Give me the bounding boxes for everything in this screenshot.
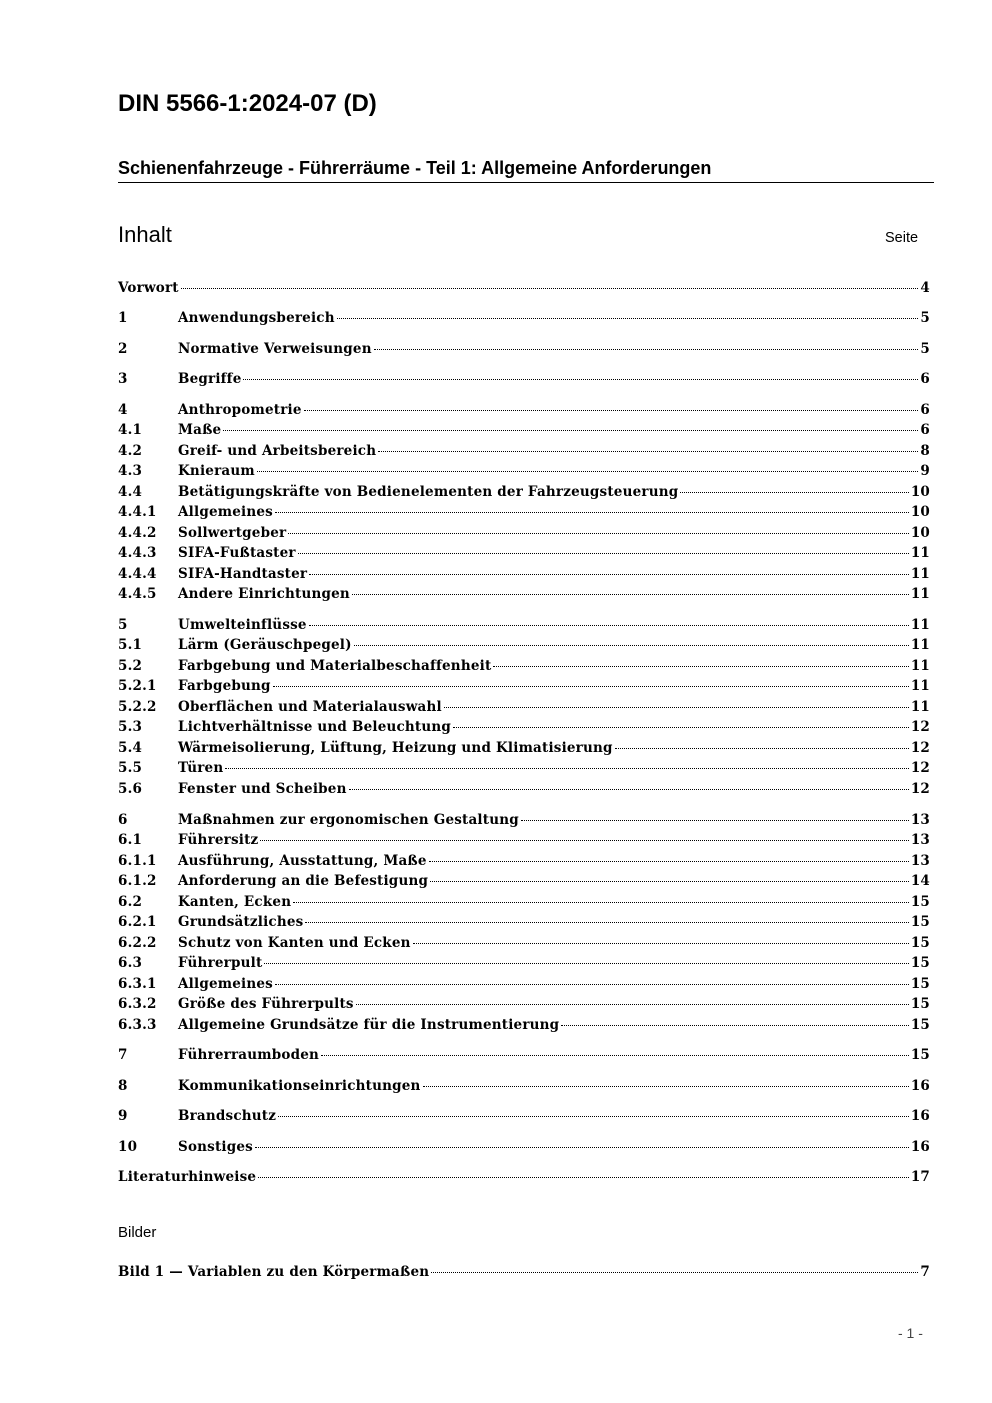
toc-entry-title: Ausführung, Ausstattung, Maße — [178, 853, 427, 869]
toc-entry[interactable] — [118, 781, 930, 801]
toc-entry-number: 6.3.3 — [118, 1017, 157, 1033]
toc-entry-title: Anthropometrie — [178, 402, 302, 418]
toc-entry[interactable] — [118, 1169, 930, 1189]
toc-entry[interactable] — [118, 853, 930, 873]
leader-dots — [356, 1003, 909, 1005]
toc-entry[interactable] — [118, 996, 930, 1016]
toc-entry-title: Anforderung an die Befestigung — [178, 873, 429, 889]
leader-dots — [337, 317, 919, 319]
toc-entry[interactable] — [118, 545, 930, 565]
toc-entry-number: 4.4.2 — [118, 525, 157, 541]
toc-entry-title: Allgemeines — [178, 976, 273, 992]
toc-entry-page: 13 — [910, 832, 930, 848]
toc-entry-title: Literaturhinweise — [118, 1169, 257, 1185]
toc-entry[interactable] — [118, 760, 930, 780]
leader-dots — [305, 921, 908, 923]
toc-entry-title: Farbgebung und Materialbeschaffenheit — [178, 658, 492, 674]
toc-entry-number: 4.4.5 — [118, 586, 157, 602]
toc-entry-title: Schutz von Kanten und Ecken — [178, 935, 411, 951]
toc-entry-page: 10 — [910, 504, 930, 520]
toc-entry-page: 16 — [910, 1078, 930, 1094]
toc-entry-number: 6.2.2 — [118, 935, 157, 951]
toc-entry-title: SIFA-Handtaster — [178, 566, 308, 582]
figure-entry-title: Bild 1 — Variablen zu den Körpermaßen — [118, 1264, 430, 1280]
toc-entry-title: Lichtverhältnisse und Beleuchtung — [178, 719, 452, 735]
toc-entry-number: 4.1 — [118, 422, 143, 438]
toc-entry-page: 11 — [910, 699, 930, 715]
toc-entry-page: 12 — [910, 719, 930, 735]
toc-entry-page: 8 — [920, 443, 930, 459]
leader-dots — [278, 1115, 909, 1117]
toc-entry-title: Führerpult — [178, 955, 263, 971]
toc-entry-number: 8 — [118, 1078, 128, 1094]
leader-dots — [275, 983, 909, 985]
toc-entry-number: 6.2.1 — [118, 914, 157, 930]
toc-entry-page: 9 — [920, 463, 930, 479]
toc-entry[interactable] — [118, 1017, 930, 1037]
toc-entry-number: 6.3 — [118, 955, 143, 971]
leader-dots — [288, 532, 908, 534]
toc-entry-page: 11 — [910, 545, 930, 561]
leader-dots — [431, 1271, 918, 1273]
toc-entry-page: 5 — [920, 341, 930, 357]
leader-dots — [521, 819, 909, 821]
toc-entry[interactable] — [118, 1078, 930, 1098]
toc-entry-title: Maße — [178, 422, 222, 438]
toc-entry-number: 3 — [118, 371, 128, 387]
toc-entry-title: Allgemeines — [178, 504, 273, 520]
toc-entry-number: 5 — [118, 617, 128, 633]
toc-entry-page: 16 — [910, 1108, 930, 1124]
toc-entry-page: 15 — [910, 935, 930, 951]
toc-entry-title: Brandschutz — [178, 1108, 277, 1124]
toc-entry-page: 15 — [910, 1017, 930, 1033]
toc-entry-number: 4.2 — [118, 443, 143, 459]
leader-dots — [680, 491, 908, 493]
toc-entry-page: 15 — [910, 996, 930, 1012]
leader-dots — [309, 624, 909, 626]
leader-dots — [293, 901, 909, 903]
leader-dots — [453, 726, 909, 728]
toc-entry[interactable] — [118, 617, 930, 637]
leader-dots — [374, 348, 919, 350]
toc-entry-number: 4 — [118, 402, 128, 418]
toc-entry-title: Normative Verweisungen — [178, 341, 372, 357]
toc-entry-page: 6 — [920, 402, 930, 418]
toc-entry-page: 15 — [910, 976, 930, 992]
figure-entry[interactable] — [118, 1264, 930, 1284]
toc-entry-title: Oberflächen und Materialauswahl — [178, 699, 442, 715]
toc-entry[interactable] — [118, 832, 930, 852]
toc-entry[interactable] — [118, 894, 930, 914]
leader-dots — [225, 767, 908, 769]
leader-dots — [257, 470, 919, 472]
toc-entry-title: Anwendungsbereich — [178, 310, 335, 326]
toc-entry[interactable] — [118, 812, 930, 832]
leader-dots — [423, 1085, 909, 1087]
toc-entry-title: Sonstiges — [178, 1139, 253, 1155]
toc-entry-title: Allgemeine Grundsätze für die Instrumentierung — [178, 1017, 560, 1033]
toc-entry-number: 6.1.1 — [118, 853, 157, 869]
toc-entry-page: 11 — [910, 586, 930, 602]
toc-entry-title: Lärm (Geräuschpegel) — [178, 637, 352, 653]
toc-entry[interactable] — [118, 484, 930, 504]
toc-entry-title: Führersitz — [178, 832, 259, 848]
toc-entry-page: 5 — [920, 310, 930, 326]
toc-entry-title: Sollwertgeber — [178, 525, 287, 541]
leader-dots — [349, 788, 909, 790]
leader-dots — [493, 665, 908, 667]
toc-entry-page: 11 — [910, 678, 930, 694]
toc-entry[interactable] — [118, 1047, 930, 1067]
leader-dots — [321, 1054, 909, 1056]
toc-entry[interactable] — [118, 463, 930, 483]
toc-entry-number: 5.6 — [118, 781, 143, 797]
toc-entry-title: Andere Einrichtungen — [178, 586, 350, 602]
toc-entry-number: 5.4 — [118, 740, 143, 756]
toc-entry-title: Grundsätzliches — [178, 914, 304, 930]
toc-entry[interactable] — [118, 1108, 930, 1128]
toc-entry-title: Vorwort — [118, 280, 179, 296]
leader-dots — [352, 593, 909, 595]
toc-entry[interactable] — [118, 402, 930, 422]
leader-dots — [258, 1176, 909, 1178]
toc-entry[interactable] — [118, 740, 930, 760]
leader-dots — [243, 378, 918, 380]
toc-entry-page: 10 — [910, 484, 930, 500]
toc-entry-number: 4.4 — [118, 484, 143, 500]
toc-entry-title: Kommunikationseinrichtungen — [178, 1078, 421, 1094]
toc-entry-page: 15 — [910, 914, 930, 930]
page-number: - 1 - — [898, 1325, 923, 1341]
leader-dots — [273, 685, 909, 687]
toc-entry-page: 15 — [910, 955, 930, 971]
toc-entry[interactable] — [118, 422, 930, 442]
toc-entry-page: 15 — [910, 894, 930, 910]
toc-entry-number: 1 — [118, 310, 128, 326]
leader-dots — [275, 511, 909, 513]
toc-entry-title: Fenster und Scheiben — [178, 781, 347, 797]
toc-heading: Inhalt — [118, 222, 172, 247]
leader-dots — [444, 706, 909, 708]
toc-entry[interactable] — [118, 1139, 930, 1159]
toc-entry-number: 5.3 — [118, 719, 143, 735]
toc-entry-number: 7 — [118, 1047, 128, 1063]
toc-entry-number: 5.2.1 — [118, 678, 157, 694]
toc-entry-number: 2 — [118, 341, 128, 357]
toc-entry-title: Farbgebung — [178, 678, 271, 694]
toc-entry-title: SIFA-Fußtaster — [178, 545, 296, 561]
leader-dots — [223, 429, 918, 431]
toc-entry-number: 5.5 — [118, 760, 143, 776]
toc-entry-page: 12 — [910, 740, 930, 756]
toc-entry-number: 4.3 — [118, 463, 143, 479]
leader-dots — [615, 747, 909, 749]
toc-entry-page: 13 — [910, 853, 930, 869]
toc-entry-page: 11 — [910, 617, 930, 633]
toc-entry[interactable] — [118, 280, 930, 300]
toc-entry-page: 4 — [920, 280, 930, 296]
toc-entry[interactable] — [118, 699, 930, 719]
toc-entry-number: 4.4.4 — [118, 566, 157, 582]
toc-entry-title: Größe des Führerpults — [178, 996, 354, 1012]
toc-entry-page: 17 — [910, 1169, 930, 1185]
leader-dots — [429, 860, 909, 862]
toc-entry-title: Türen — [178, 760, 224, 776]
toc-entry-title: Umwelteinflüsse — [178, 617, 307, 633]
toc-entry-number: 10 — [118, 1139, 138, 1155]
toc-entry-page: 6 — [920, 422, 930, 438]
figures-heading: Bilder — [118, 1224, 157, 1241]
toc-entry[interactable] — [118, 310, 930, 330]
toc-entry-number: 5.2 — [118, 658, 143, 674]
toc-entry[interactable] — [118, 637, 930, 657]
toc-entry-page: 11 — [910, 658, 930, 674]
toc-entry-number: 6.3.2 — [118, 996, 157, 1012]
toc-entry[interactable] — [118, 719, 930, 739]
document-id: DIN 5566-1:2024-07 (D) — [118, 90, 377, 117]
toc-entry-title: Maßnahmen zur ergonomischen Gestaltung — [178, 812, 519, 828]
leader-dots — [430, 880, 909, 882]
toc-entry[interactable] — [118, 935, 930, 955]
toc-entry-page: 13 — [910, 812, 930, 828]
toc-entry-number: 4.4.3 — [118, 545, 157, 561]
toc-entry-page: 11 — [910, 566, 930, 582]
toc-entry-page: 14 — [910, 873, 930, 889]
toc-entry-title: Greif- und Arbeitsbereich — [178, 443, 377, 459]
toc-entry-number: 9 — [118, 1108, 128, 1124]
toc-entry[interactable] — [118, 678, 930, 698]
toc-entry-title: Begriffe — [178, 371, 242, 387]
toc-entry[interactable] — [118, 525, 930, 545]
leader-dots — [181, 287, 919, 289]
toc-entry-number: 6 — [118, 812, 128, 828]
toc-entry-page: 16 — [910, 1139, 930, 1155]
toc-entry[interactable] — [118, 371, 930, 391]
toc-entry-number: 6.1 — [118, 832, 143, 848]
leader-dots — [298, 552, 909, 554]
toc-entry-page: 6 — [920, 371, 930, 387]
toc-entry-number: 5.1 — [118, 637, 143, 653]
toc-entry[interactable] — [118, 586, 930, 606]
leader-dots — [413, 942, 909, 944]
leader-dots — [354, 644, 909, 646]
toc-entry-page: 12 — [910, 760, 930, 776]
toc-entry[interactable] — [118, 955, 930, 975]
toc-entry-number: 5.2.2 — [118, 699, 157, 715]
toc-entry-title: Knieraum — [178, 463, 255, 479]
toc-entry-number: 4.4.1 — [118, 504, 157, 520]
toc-entry[interactable] — [118, 658, 930, 678]
figure-entry-page: 7 — [920, 1264, 930, 1280]
toc-entry-number: 6.2 — [118, 894, 143, 910]
toc-entry[interactable] — [118, 341, 930, 361]
leader-dots — [264, 962, 908, 964]
toc-entry-title: Führerraumboden — [178, 1047, 320, 1063]
toc-entry-title: Kanten, Ecken — [178, 894, 292, 910]
toc-entry[interactable] — [118, 873, 930, 893]
toc-entry-page: 10 — [910, 525, 930, 541]
page-column-label: Seite — [885, 230, 919, 246]
document-title: Schienenfahrzeuge - Führerräume - Teil 1: Allgemeine Anforderungen — [118, 158, 934, 183]
toc-entry-page: 15 — [910, 1047, 930, 1063]
leader-dots — [378, 450, 918, 452]
toc-entry-number: 6.3.1 — [118, 976, 157, 992]
toc-entry[interactable] — [118, 976, 930, 996]
toc-entry-number: 6.1.2 — [118, 873, 157, 889]
toc-entry-page: 12 — [910, 781, 930, 797]
leader-dots — [260, 839, 908, 841]
toc-entry[interactable] — [118, 504, 930, 524]
leader-dots — [304, 409, 919, 411]
leader-dots — [255, 1146, 909, 1148]
toc-entry[interactable] — [118, 443, 930, 463]
toc-entry-title: Wärmeisolierung, Lüftung, Heizung und Klimatisierung — [178, 740, 613, 756]
toc-entry[interactable] — [118, 566, 930, 586]
toc-entry-title: Betätigungskräfte von Bedienelementen der Fahrzeugsteuerung — [178, 484, 679, 500]
leader-dots — [309, 573, 909, 575]
toc-entry[interactable] — [118, 914, 930, 934]
leader-dots — [561, 1024, 908, 1026]
toc-entry-page: 11 — [910, 637, 930, 653]
